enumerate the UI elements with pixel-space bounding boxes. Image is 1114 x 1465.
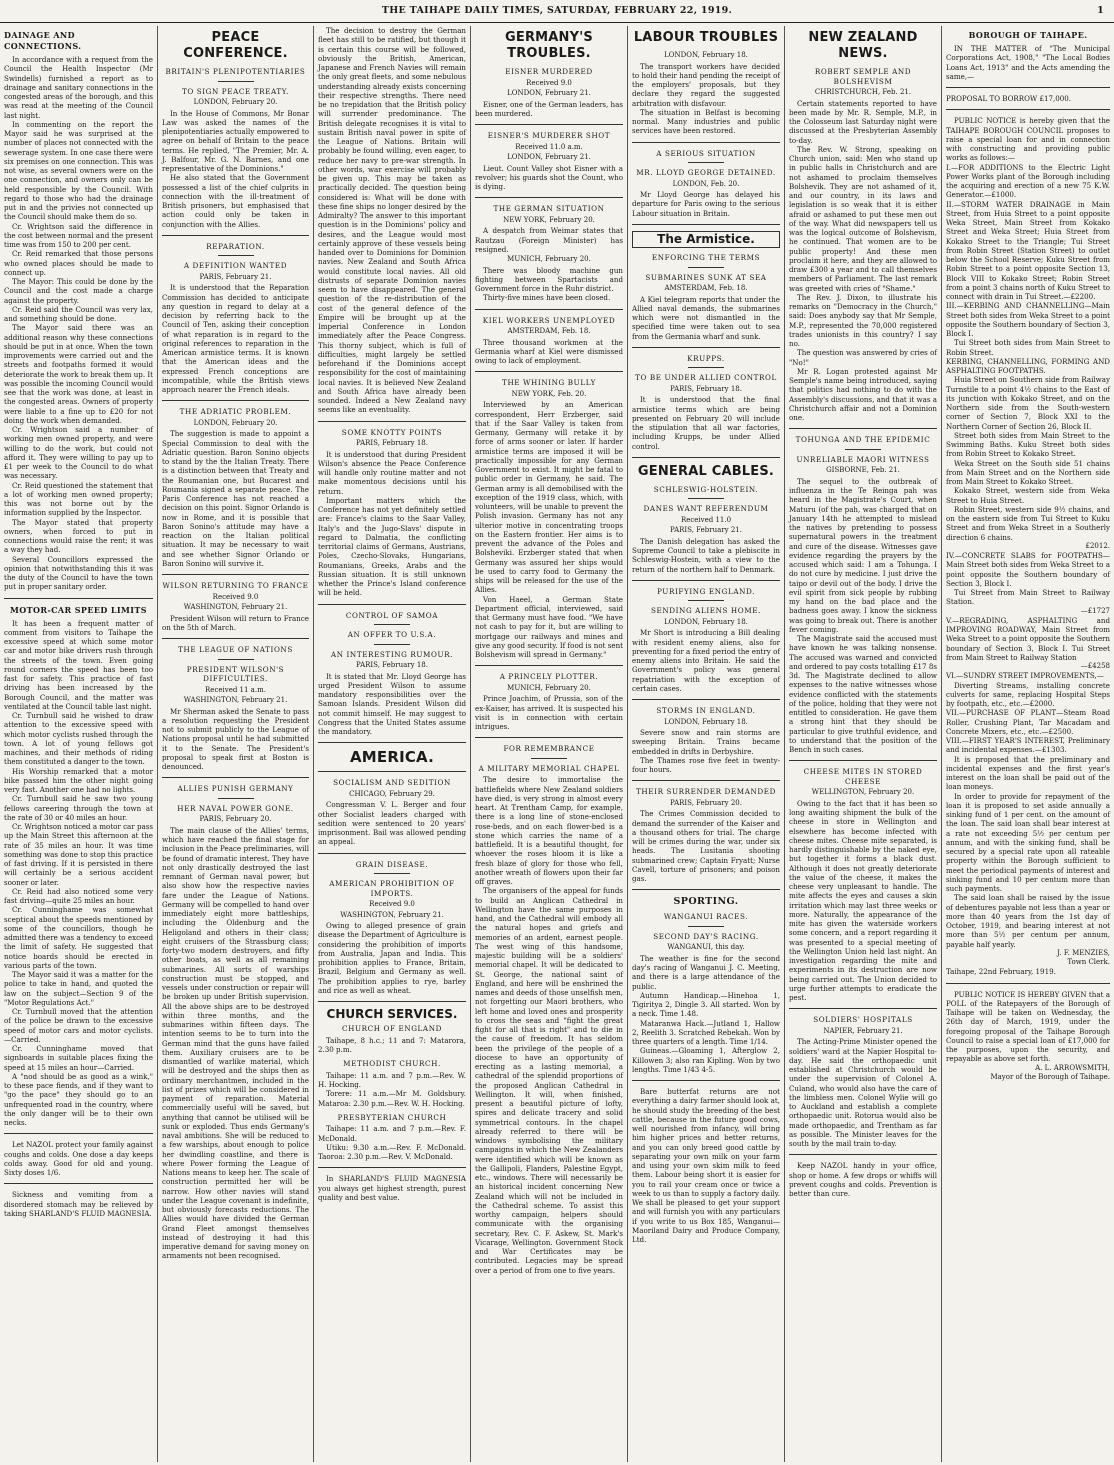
paragraph: The main clause of the Allies' terms, which have reached the final stage for inclusion in the Peace preliminaries, will be found of dramatic interest. They have not only drastically destroyed the last remnant of German naval power, but also show how the respective navies fare under the League of Nations. Germany will be compelled to hand over immediately eight more battleships, including the Oldenburg and the Heligoland and others in their class; eight cruisers of the Strassburg class; forty-two modern destroyers, and fifty other boats, as well as all remaining submarines. All sorts of warships construction must be stopped, and vessels under construction or repair will be broken up under British supervision. All the above ships are to be destroyed within three months, and the submarines within fifteen days. The intention seems to be to turn into the German mind that the guns have failed them. Auxiliary cruisers are to be dismantled of warlike material, which will be destroyed and the ships then as ordinary merchantmen, included in the list of prizes which will be considered in payment of reparation. Material commercially useful will be saved, but anything that cannot be utilised will be sunk or exploded. Thus ends Germany's naval ambitions. She will be reduced to a few warships, about enough to police her dwindling coastline, and there is where Power forming the League of Nations means to keep her. The scale of construction permitted her will be narrow. How other navies will stand under the League covenant is indefinite, but obviously forecasts reductions. The Allies would have divided the German Grand Fleet amongst themselves instead of destroying it had this imperative demand for saving money on armaments not been recognised. bbox=[162, 825, 309, 1261]
subheading: TO SIGN PEACE TREATY. bbox=[181, 86, 290, 96]
paragraph: Thirty-five mines have been closed. bbox=[483, 293, 611, 303]
paragraph: The Crimes Commission decided to demand the surrender of the Kaiser and a thousand others for trial. The charge will be crimes during the war, under six heads. The Lusitania shooting submarined crew; Captain Fryatt; Nurse Cavell, torture of prisoners; and poison gas. bbox=[632, 809, 780, 883]
divider bbox=[475, 371, 623, 372]
dateline: PARIS, February 18. bbox=[670, 384, 742, 393]
subheading: THE WHINING BULLY bbox=[502, 378, 596, 388]
paragraph: Cr. Turnbull said he wished to draw attention to the excessive speed with which motor cyclists rushed through the town. A lot of young fellows got machines, and their methods of riding them constituted a danger to the town. bbox=[4, 711, 153, 767]
divider bbox=[946, 983, 1110, 984]
subheading: SCHLESWIG-HOLSTEIN. bbox=[653, 484, 759, 494]
signature-title: Town Clerk. bbox=[1067, 958, 1110, 966]
dateline: LONDON, February 18. bbox=[664, 51, 748, 59]
paragraph: The Mayor stated that property owners, when forced to put in connections would raise the rent; it was a way they had. bbox=[4, 517, 153, 555]
paragraph: The Thames rose five feet in twenty-four hours. bbox=[632, 755, 780, 774]
dateline: WELLINGTON, February 20. bbox=[811, 788, 915, 797]
divider bbox=[789, 1154, 937, 1155]
subheading: BRITAIN'S PLENIPOTENTIARIES bbox=[165, 67, 306, 76]
paragraph: Mataranwa Hack.—Jutland 1, Hallow 2, Reelith 3. Scratched Rebekah. Won by three quarters of a length. Time 1/14. bbox=[632, 1018, 780, 1046]
received-line: Received 9.0 bbox=[212, 592, 259, 601]
section-heading: GERMANY'S TROUBLES. bbox=[505, 30, 593, 61]
dateline: GISBORNE, Feb. 21. bbox=[826, 466, 900, 475]
paragraph: In order to provide for repayment of the loan it is proposed to set aside annually a sinking fund of 1 per cent. on the amount of the loan. The said loan shall bear interest at a rate not exceeding 5½ per centum per annum, and with the sinking fund, shall be secured by a special rate upon all rateable property within the Borough sufficient to meet the periodical payments of interest and sinking fund and 10 per centum more than such payments. bbox=[946, 791, 1110, 893]
list-item: VIII.—FIRST YEAR'S INTEREST, Preliminary and incidental expenses.—£1303. bbox=[946, 736, 1110, 755]
paragraph: His Worship remarked that a motor bike passed him the other night going very fast. Another one had no lights. bbox=[4, 766, 153, 794]
list-item: Tui Street both sides from Main Street to Robin Street. bbox=[946, 338, 1110, 357]
divider bbox=[632, 224, 780, 225]
dateline: LONDON, February 20. bbox=[193, 98, 278, 106]
paragraph: Lieut. Count Valley shot Eisner with a revolver; his guards shot the Count, who is dying. bbox=[475, 163, 623, 191]
received-line: Received 9.0 bbox=[369, 900, 415, 908]
paragraph: Cr. Wrightson said the difference in the cost between normal and the present time was from 150 to 200 per cent. bbox=[4, 221, 153, 249]
list-item: I.—FOR ADDITIONS to the Electric Light Power Works plant of the Borough including the acquiring and erection of a new 75 K.W. Generator.—£1000. bbox=[946, 162, 1110, 200]
notice-heading: BOROUGH OF TAIHAPE. bbox=[968, 30, 1088, 40]
subheading: TOHUNGA AND THE EPIDEMIC bbox=[795, 435, 931, 445]
subheading: A PRINCELY PLOTTER. bbox=[499, 672, 599, 682]
divider bbox=[632, 457, 780, 458]
section-heading: NEW ZEALAND NEWS. bbox=[808, 30, 918, 61]
received-line: Received 11.0 bbox=[680, 515, 732, 524]
paragraph: Cr. Cunninghame moved that signboards in suitable places fixing the speed at 15 miles an hour—Carried. bbox=[4, 1044, 153, 1072]
divider bbox=[4, 1133, 153, 1134]
subheading: PRESIDENT WILSON'S DIFFICULTIES. bbox=[186, 664, 285, 683]
divider bbox=[162, 400, 309, 401]
paragraph: The question was answered by cries of "No!" bbox=[789, 348, 937, 367]
divider bbox=[946, 109, 1110, 110]
divider bbox=[162, 638, 309, 639]
divider bbox=[688, 600, 724, 601]
subheading: SOCIALISM AND SEDITION bbox=[333, 778, 451, 788]
paragraph: It is understood that the final armistice terms which are being presented on February 20 will include the stipulation that all war factories, including Krupps, be under Allied control. bbox=[632, 395, 780, 451]
dateline: PARIS, February 21. bbox=[670, 526, 742, 535]
divider bbox=[374, 624, 410, 625]
dateline: CHRISTCHURCH, Feb. 21. bbox=[814, 88, 912, 96]
dateline: LONDON, February 20. bbox=[193, 418, 278, 427]
paragraph: Mr Sherman asked the Senate to pass a resolution requesting the President not to submit publicly to the League of Nations proposal until he had submitted it to the Senate. The President's proposal to speak first at Boston is denounced. bbox=[162, 706, 309, 771]
page-number: 1 bbox=[1097, 5, 1104, 16]
paragraph: Mr R. Logan protested against Mr Semple's name being introduced, saying that politics had nothing to do with the Assembly's discussions, and that it was a Christchurch affair and not a Dominion one. bbox=[789, 366, 937, 422]
divider bbox=[632, 889, 780, 890]
paragraph: The Mayor: This could be done by the Council and the cost made a charge against the property. bbox=[4, 277, 153, 305]
section-heading: The Armistice. bbox=[632, 231, 780, 248]
paragraph: The Magistrate said the accused must have known he was talking nonsense. The accused was warned and convicted and ordered to pay costs totalling £17 8s 3d. The Magistrate declined to allow expenses to the native witnesses whose evidence conflicted with the statements of the police, holding that they were not entitled to consideration. He gave them a strong hint that they should be particular to give truthful evidence, and to understand that the position of the Bench in such cases. bbox=[789, 634, 937, 754]
dateline: CHICAGO, February 29. bbox=[349, 789, 435, 798]
dateline: WASHINGTON, February 21. bbox=[183, 696, 288, 704]
amount: —£1727 bbox=[1080, 606, 1110, 615]
dateline: NAPIER, February 21. bbox=[823, 1026, 903, 1035]
paragraph: Taihape, 8 h.c.; 11 and 7: Matarora, 2.30 p.m. bbox=[318, 1035, 466, 1054]
dateline: WANGANUI, this day. bbox=[667, 943, 745, 952]
paragraph: It is understood that during President Wilson's absence the Peace Conference will handle only routine matter and not make momentous decisions until his return. bbox=[318, 449, 466, 496]
paragraph: Cr. Turnbull moved that the attention of the police be drawn to the excessive speed of motor cars and motor cyclists.—Carried. bbox=[4, 1007, 153, 1044]
dateline: PARIS, February 20. bbox=[199, 815, 272, 824]
divider bbox=[632, 1080, 780, 1081]
paragraph: The Rev. W. Strong, speaking on Church union, said: Men who stand up in public halls in Christchurch and are not ashamed to proclaim themselves Bolshevik. They are not ashamed of it, and our country, in its laws and legislation is so weak that it is either afraid or ashamed to put these men out of the way. What did newspapers tell us was the logical outcome of Bolshevism, he continued. That women are to be public property! And these men proclaim it here, and they are allowed to draw £300 a year and to call themselves members of Parliament. The last remark was greeted with cries of "Shame." bbox=[789, 144, 937, 293]
dateline: PARIS, February 21. bbox=[199, 272, 272, 281]
subheading: THEIR SURRENDER DEMANDED bbox=[636, 787, 776, 797]
article-heading: MOTOR-CAR SPEED LIMITS bbox=[10, 604, 147, 615]
paragraph: Cr. Reid had also noticed some very fast driving—quite 25 miles an hour. bbox=[4, 886, 153, 905]
subheading: HER NAVAL POWER GONE. bbox=[177, 803, 294, 813]
subheading: CONTROL OF SAMOA bbox=[345, 610, 439, 620]
divider bbox=[162, 574, 309, 575]
subheading: A DEFINITION WANTED bbox=[183, 261, 288, 271]
paragraph: It has been a frequent matter of comment from visitors to Taihape the excessive speed at which some motor car and motor bike drivers rush through the streets of the town. Even going round corners the speed has been too fast for safety. This practice of fast driving has been increased by the Borough Council, and the matter was ventilated at the Council table last night. bbox=[4, 618, 153, 711]
section-heading: CHURCH SERVICES. bbox=[326, 1007, 458, 1021]
subheading: AMERICAN PROHIBITION OF IMPORTS. bbox=[329, 879, 455, 898]
paragraph: It is stated that Mr. Lloyd George has urged President Wilson to assume mandatory responsibilities over the Samoan Islands. President Wilson did not commit himself. He may suggest to Congress that the United States assume the mandatory. bbox=[318, 671, 466, 736]
subheading: WILSON RETURNING TO FRANCE bbox=[162, 581, 309, 590]
subheading: ROBERT SEMPLE AND BOLSHEVISM bbox=[814, 67, 912, 86]
paragraph: The situation in Belfast is becoming normal. Many industries and public services have been restored. bbox=[632, 107, 780, 136]
list-item: IV.—CONCRETE SLABS for FOOTPATHS—Main Street both sides from Weka Street to a point opposite the Southern boundary of Section 3, Block I. bbox=[946, 551, 1110, 588]
subheading: SECOND DAY'S RACING. bbox=[653, 931, 759, 941]
divider bbox=[374, 644, 410, 645]
list-item: V.—REGRADING, ASPHALTING and IMPROVING ROADWAY, Main Street from Weka Street to a point opposite the Southern boundary of Section 3, Block I. Tui Street from Main Street to Railway Station bbox=[946, 615, 1110, 662]
column-6 bbox=[785, 26, 941, 1462]
divider bbox=[318, 853, 466, 854]
paragraph: The sequel to the outbreak of influenza in the Te Reinga pah was heard in the Magistrate's Court, when Maturu (of the pah, was charged that on January 14th he attempted to mislead the natives by pretending to possess supernatural powers in the treatment and cure of the disease. Witnesses gave evidence regarding the prayers by the accused which said: I am a Tohunga. I do not cure by medicine. I just drive the taipo or devil out of the body. I drive the evil spirit from sick people by rubbing my hand on the bad place and the badness goes away. I know the sickness was going to break out. There is another fever coming. bbox=[789, 476, 937, 634]
paragraph: Mr Lloyd George has delayed his departure for Paris owing to the serious Labour situation in Britain. bbox=[632, 190, 780, 218]
subheading: PRESBYTERIAN CHURCH bbox=[337, 1112, 447, 1122]
dateline: WASHINGTON, February 21. bbox=[183, 603, 288, 611]
subheading: A MILITARY MEMORIAL CHAPEL bbox=[478, 763, 620, 773]
paragraph: PROPOSAL TO BORROW £17,000. bbox=[946, 94, 1072, 103]
section-heading: PEACE CONFERENCE. bbox=[183, 30, 288, 61]
divider bbox=[318, 742, 466, 743]
paragraph: In the House of Commons, Mr Bonar Law was asked the names of the plenipotentiaries actually empowered to agree on behalf of Britain to the peace terms. He replied, "The Premier, Mr. A. J. Balfour, Mr. G. N. Barnes, and one representative of the Dominions." bbox=[162, 108, 309, 173]
masthead-title: THE TAIHAPE DAILY TIMES, SATURDAY, FEBRUARY 22, 1919. bbox=[381, 5, 733, 16]
divider bbox=[4, 1183, 153, 1184]
list-item: KERBING, CHANNELLING, FORMING AND ASPHALTING FOOTPATHS. bbox=[946, 356, 1110, 375]
paragraph: Taihape: 11 a.m. and 7 p.m.—Rev. W. H. Hocking. bbox=[318, 1070, 466, 1089]
paragraph: Cr. Turnbull said he saw two young fellows careering through the town at the rate of 30 or 40 miles an hour. bbox=[4, 794, 153, 822]
divider bbox=[789, 428, 937, 429]
list-item: Street both sides from Main Street to the Swimming Baths. Kuku Street both sides from Robin Street to Kokako Street. bbox=[946, 430, 1110, 459]
subheading: SENDING ALIENS HOME. bbox=[651, 606, 761, 616]
dateline: AMSTERDAM, Feb. 18. bbox=[507, 327, 591, 335]
paragraph: The Acting-Prime Minister opened the soldiers' ward at the Napier Hospital to-day. He said the orthopaedic unit established at Christchurch would be under the supervision of Colonel A. Culand, who would also have the care of the limbless men. Colonel Wylie will go to Auckland and establish a complete orthopaedic unit. Rotorua would also be made orthopaedic, and Trentham as far as possible. The Minister leaves for the south by the mail train to-day. bbox=[789, 1037, 937, 1148]
subheading: ENFORCING THE TERMS bbox=[651, 253, 761, 262]
received-line: Received 11.0 a.m. bbox=[515, 142, 583, 151]
divider bbox=[688, 367, 724, 368]
subheading: THE ADRIATIC PROBLEM. bbox=[179, 407, 292, 417]
paragraph: Congressman V. L. Berger and four other Socialist leaders charged with sedition were sentenced to 20 years' imprisonment. Bail was allowed pending an appeal. bbox=[318, 800, 466, 847]
paragraph: A despatch from Weimar states that Rautzau (Foreign Minister) has resigned. bbox=[475, 226, 623, 254]
paragraph: The decision to destroy the German fleet has still to be ratified, but though it is certain this course will be followed, obviously the British, American, Japanese and French Navies will remain the only great fleets, and some nebulous understanding already exists concerning their respective strengths. There need be no trepidation that the British policy will surrender predominance. The British delegate recognises it is vital to sustain British naval power in spite of the League of Nations. Britain will probably be found willing, even eager, to reduce her navy to pre-war strength. In other words, war exercise will probably be given up. This may be taken as practically decided. The question being considered is: What will be done with these fine ships no longer desired by the Admiralty? The answer to this important question is in the Dominions' policy and desires, and the League would most certainly approve of these vessels being handed over to Dominions for Dominion navies. New Zealand and South Africa would constitute local navies. All old distrusts of separate Dominion navies seem to have disappeared. The general question of the re-distribution of the cost of the general defence of the Empire will be brought up at the Imperial Conference in London immediately after the Peace Congress. This thorny subject, which is full of difficulties, might largely be settled beforehand if the Dominions accept responsibility for the cost of maintaining local navies. It is believed New Zealand and South Africa have already been sounded. Indeed a New Zealand navy seems like an eventuality. bbox=[318, 26, 466, 415]
divider bbox=[318, 604, 466, 605]
subheading: EISNER MURDERED bbox=[505, 67, 593, 76]
list-item: VII.—PURCHASE OF PLANT—Steam Road Roller, Crushing Plant, Tar Macadam and Concrete Mixers, etc., etc.—£2500. bbox=[946, 708, 1110, 736]
list-item: II.—STORM WATER DRAINAGE in Main Street, from Huia Street to a point opposite Weka Street, Main Street from Kokako Street and Weka Street; Huia Street from Kokako Street to the Triangle; Tui Street from Robin Street (Station Street) to outlet below the School Reserve; Kuku Street from Robin Street to a point opposite Section 13, Block VIII to Kokako Street; Robin Street from a point 3 chains north of Kuku Street to connect with drain in Tui Street.—£2200. bbox=[946, 199, 1110, 301]
paragraph: Owing to alleged presence of grain disease the Department of Agriculture is considering the prohibition of imports from Australia, Japan and India. This prohibition applies to France, Britain, Brazil, Belgium and Germany as well. The prohibition applies to rye, barley and rice as well as wheat. bbox=[318, 921, 466, 995]
advertisement: Let NAZOL protect your family against coughs and colds. One dose a day keeps colds away. Good for old and young. Sixty doses 1/6. bbox=[4, 1140, 153, 1177]
divider bbox=[218, 798, 254, 799]
dateline: AMSTERDAM, Feb. 18. bbox=[664, 284, 748, 292]
list-item: Tui Street from Main Street to Railway Station. bbox=[946, 588, 1110, 607]
advertisement: Bare butterfat returns are not everything a dairy farmer should look at, he should study the breeding of the best cattle, because in the future good cows, well nourished from infancy, will bring him higher prices and better returns, and you can only breed good cattle by separating your own milk on your farm and using your own skim milk to feed them. Labour being short it is easier for you to rail your cream once or twice a week to us than to supply a factory daily. We shall be pleased to get your support and will furnish you with any particulars if you write to us Box 185, Wanganui—Maoriland Dairy and Produce Company, Ltd. bbox=[632, 1087, 780, 1244]
paragraph: Autumn Handicap.—Hinehoa 1, Tigiritya 2, Dingle 3. All started. Won by a neck. Time 1.48. bbox=[632, 990, 780, 1019]
divider bbox=[475, 309, 623, 310]
list-item: Diverting Streams, installing concrete culverts for same, replacing Hospital Steps by footpath, etc., etc.—£2000. bbox=[946, 680, 1110, 708]
date-line: Taihape, 22nd February, 1919. bbox=[946, 967, 1056, 977]
dateline: MUNICH, February 20. bbox=[507, 255, 591, 263]
paragraph: President Wilson will return to France on the 5th of March. bbox=[162, 613, 309, 632]
list-item: VI.—SUNDRY STREET IMPROVEMENTS,— bbox=[946, 671, 1104, 681]
paragraph: Cr. Wrightson noticed a motor car pass up the Main Street this afternoon at the rate of 35 miles an hour. It was time something was done to stop this practice of fast driving. If it is persisted in there will certainly be a serious accident sooner or later. bbox=[4, 822, 153, 887]
divider bbox=[688, 926, 724, 927]
divider bbox=[374, 873, 410, 874]
paragraph: Eisner, one of the German leaders, has been murdered. bbox=[475, 99, 623, 118]
subheading: SUBMARINES SUNK AT SEA bbox=[645, 272, 767, 282]
advertisement: Sickness and vomiting from a disordered stomach may be relieved by taking SHARLAND'S FLUID MAGNESIA. bbox=[4, 1190, 153, 1218]
paragraph: A "nod should be as good as a wink," to these pace fiends, and if they want to "go the pace" they should go to an unfrequented road in the country, where the only danger will be to their own necks. bbox=[4, 1071, 153, 1127]
paragraph: Taihape: 11 a.m. and 7 p.m.—Rev. F. McDonald. bbox=[318, 1124, 466, 1143]
dateline: NEW YORK, February 20. bbox=[503, 215, 595, 224]
subheading: PURIFYING ENGLAND. bbox=[656, 586, 756, 596]
divider bbox=[632, 347, 780, 348]
paragraph: A Kiel telegram reports that under the Allied naval demands, the submarines which were not dismantled in the specified time were taken out to sea from the Germania wharf and sunk. bbox=[632, 294, 780, 341]
divider bbox=[632, 580, 780, 581]
divider bbox=[218, 659, 254, 660]
masthead bbox=[0, 0, 1114, 23]
divider bbox=[475, 665, 623, 666]
subheading: ALLIES PUNISH GERMANY bbox=[177, 784, 294, 794]
dateline: WASHINGTON, February 21. bbox=[340, 910, 444, 919]
paragraph: In commenting on the report the Mayor said he was surprised at the number of places not connected with the sewerage system. In one case there were six premises on one connection. This was not wise, as several owners were on the one connection, and owners only can be held responsible by the Council. With regard to those who had the drainage put in and the privies not connected up the Council should make them do so. bbox=[4, 119, 153, 222]
subheading: DANES WANT REFERENDUM bbox=[643, 504, 769, 514]
divider bbox=[4, 598, 153, 599]
subheading: CHURCH OF ENGLAND bbox=[342, 1024, 442, 1034]
subheading: THE GERMAN SITUATION bbox=[493, 204, 605, 214]
subheading: FOR REMEMBRANCE bbox=[503, 744, 595, 754]
paragraph: Torere: 11 a.m.—Mr M. Goldsbury. Mataroa: 2.30 p.m.—Rev. W. H. Hocking. bbox=[318, 1089, 466, 1108]
subheading: REPARATION. bbox=[206, 241, 265, 251]
dateline: PARIS, February 18. bbox=[356, 439, 428, 447]
divider bbox=[475, 737, 623, 738]
paragraph: There was bloody machine gun fighting between Spartacists and Government force in the Ruhr district. bbox=[475, 265, 623, 293]
subheading: EISNER'S MURDERER SHOT bbox=[487, 131, 611, 140]
paragraph: Certain statements reported to have been made by Mr. R. Semple, M.P., in the Colosseum last Saturday night were discussed at the Presbyterian Assembly to-day. bbox=[789, 98, 937, 145]
paragraph: The desire to immortalise the battlefields where New Zealand soldiers have died, is very strong in almost every heart. At Trentham Camp, for example, there is a long line of stone-enclosed rose-beds, and on each flower-bed is a stone which carries the name of a battlefield. It is a beautiful thought, for whoever the roses bloom it is like a fresh blaze of glory for those who fell, another wreath of flowers upon their far off graves. bbox=[475, 775, 623, 886]
paragraph: The Mayor said there was an additional reason why these connections should be put in at once. When the town improvements were carried out and the streets and footpaths formed it would deteriorate the work to break them up. It was possible the incoming Council would see that the work was done, at least in the congested areas. Owners of property were liable to a fine up to £20 for not doing the work when demanded. bbox=[4, 323, 153, 425]
divider bbox=[162, 777, 309, 778]
paragraph: The weather is fine for the second day's racing of Wanganui J. C. Meeting, and there is a large attendance of the public. bbox=[632, 953, 780, 991]
section-heading: LABOUR TROUBLES bbox=[633, 30, 779, 45]
list-item: Robin Street, western side 9½ chains, and on the eastern side from Tui Street to Kuku Street and from Weka Street in a Southerly direction 6 chains. bbox=[946, 504, 1110, 542]
paragraph: Cr. Reid said the Council was very lax, and something should be done. bbox=[4, 304, 153, 323]
paragraph: PUBLIC NOTICE is hereby given that the TAIHAPE BOROUGH COUNCIL proposes to raise a special loan for and in connection with constructing and providing public works as follows:— bbox=[946, 116, 1110, 163]
article-heading: DAINAGE AND CONNECTIONS. bbox=[4, 30, 82, 51]
advertisement: In SHARLAND'S FLUID MAGNESIA you always get highest strength, purest quality and best value. bbox=[318, 1174, 466, 1202]
paragraph: Interviewed by an American correspondent, Herr Erzberger, said that if the Saar Valley is taken from Germany, Germany will retake it by force of arms sooner or later. If harder armistice terms are imposed it will be practically impossible for any German Government to exist. It might be fatal to public order in Germany, he said. The German army is all demobilised with the exception of the 1919 class, which, with volunteers, will be unable to prevent the Polish invasion. Germany has not any ulterior motive in concentrating troops on the Eastern frontier. Her aims is to prevent the advance of the Poles and Bolsheviki. Erzberger stated that when Germany was assured her ships would be used to carry food to Germany the ships will be released for the use of the Allies. bbox=[475, 400, 623, 595]
divider bbox=[318, 421, 466, 422]
paragraph: It is proposed that the preliminary and incidental expenses and the first year's interest on the loan shall be paid out of the loan moneys. bbox=[946, 754, 1110, 792]
paragraph: Owing to the fact that it has been so long awaiting shipment the bulk of the cheese in store in Wellington and elsewhere has become infected with cheese mites. Cheese mite separated, is hardly distinguishable by the naked eye, but together it forms a black dust. Although it does not greatly deteriorate the value of the cheese, it makes the cheese very unpleasant to handle. The mite affects the eyes and causes a skin irritation which may last three weeks or more. Naturally, the appearance of the mite has given the waterside workers some concern, and a report regarding it was presented to a special meeting of the Wellington Union held last night. An investigation regarding the mite and experiments in its destruction are now being carried out. The Union decided to urge further attempts to eradicate the pest. bbox=[789, 798, 937, 1002]
signature: J. F. MENZIES, bbox=[1057, 948, 1110, 957]
divider bbox=[688, 162, 724, 163]
divider bbox=[789, 760, 937, 761]
subheading: SOLDIERS' HOSPITALS bbox=[813, 1015, 913, 1025]
subheading: CHEESE MITES IN STORED CHEESE bbox=[803, 767, 923, 786]
subheading: KIEL WORKERS UNEMPLOYED bbox=[482, 315, 616, 325]
section-heading: SPORTING. bbox=[673, 896, 739, 908]
subheading: KRUPPS. bbox=[687, 353, 725, 363]
amount: —£4258 bbox=[1080, 662, 1110, 670]
advertisement: Keep NAZOL handy in your office, shop or home. A few drops or whiffs will prevent coughs and colds. Prevention is better than cure. bbox=[789, 1161, 937, 1198]
signature-title: Mayor of the Borough of Taihape. bbox=[990, 1072, 1110, 1081]
paragraph: Guineas.—Gloaming 1, Afterglow 2, Killowen 3; also ran Kipling. Won by two lengths. Time 1/43 4-5. bbox=[632, 1046, 780, 1074]
divider bbox=[632, 142, 780, 143]
divider bbox=[318, 1001, 466, 1002]
column-3 bbox=[314, 26, 470, 1462]
paragraph: The transport workers have decided to hold their hand pending the receipt of the employers' proposals, but they declare they regard the suggested arbitration with disfavour. bbox=[632, 61, 780, 108]
divider bbox=[845, 449, 881, 450]
column-1 bbox=[0, 26, 157, 1462]
list-item: III.—KERBING AND CHANNELLING—Main Street both sides from Weka Street to a point opposite the Southern boundary of Section 3, Block I. bbox=[946, 301, 1110, 338]
section-heading: AMERICA. bbox=[349, 748, 435, 767]
paragraph: It is understood that the Reparation Commission has decided to anticipate any question in regard to delay at a decision by referring back to the Council of Ten, asking their conception of what reparation is in regard to the original references to reparation in the American armistice terms. It is known that the American ideas and the expressed French conceptions are incompatible, while the British views approach nearer the French ideals. bbox=[162, 283, 309, 394]
section-heading: GENERAL CABLES. bbox=[637, 463, 775, 479]
paragraph: Cr. Cunninghame was somewhat sceptical about the speeds mentioned by some of the councillors, though he admitted there was a tendency to exceed the limit of safety. He suggested that notice boards should be erected in various parts of the town. bbox=[4, 905, 153, 970]
dateline: PARIS, February 20. bbox=[670, 798, 742, 807]
paragraph: PUBLIC NOTICE IS HEREBY GIVEN that a POLL of the Ratepayers of the Borough of Taihape will be taken on Wednesday, the 26th day of March, 1919, under the foregoing proposal of the Taihape Borough Council to raise a special loan of £17,000 for the purposes, upon the security, and repayable as above set forth. bbox=[946, 989, 1110, 1064]
paragraph: The suggestion is made to appoint a Special Commission to deal with the Adriatic question. Baron Sonino objects to stand by the the Italian Treaty. There is a distinction between that Treaty and the Roumanian one, but Bucarest and Roumania signed a separate peace. The Paris Conference has not reached a decision on this point. Signor Orlando is now in Rome, and it is possible that Baron Sonino's attitude may have a reaction on the Italian political situation. It may be necessary to wait and see whether Signor Orlando or Baron Sonino will survive it. bbox=[162, 429, 309, 568]
subheading: AN OFFER TO U.S.A. bbox=[347, 630, 437, 639]
dateline: LONDON, February 18. bbox=[664, 717, 748, 726]
paragraph: Cr. Wrightson said a number of working men owned property, and were willing to do the work, but could not afford it. They were willing to pay up to £1 per week to the Council to do what was necessary. bbox=[4, 425, 153, 481]
paragraph: Several Councillors expressed the opinion that notwithstanding this it was the duty of the Council to have the town put in proper sanitary order. bbox=[4, 554, 153, 592]
subheading: A SERIOUS SITUATION bbox=[656, 148, 756, 158]
dateline: LONDON, February 18. bbox=[664, 617, 748, 626]
subheading: AN INTERESTING RUMOUR. bbox=[330, 649, 454, 659]
signature: A. L. ARROWSMITH, bbox=[1035, 1063, 1110, 1072]
paragraph: In accordance with a request from the Council the Health Inspector (Mr Swindells) furnished a report as to drainage and sanitary connections in the congested areas of the borough, and this was read at the meeting of the Council last night. bbox=[4, 55, 153, 120]
paragraph: Cr. Reid questioned the statement that a lot of working men owned property; this was not borne out by the information supplied by the Inspector. bbox=[4, 480, 153, 518]
subheading: GRAIN DISEASE. bbox=[355, 859, 429, 869]
subheading: METHODIST CHURCH. bbox=[343, 1059, 441, 1069]
list-item: Kokako Street, western side from Weka Street to Huia Street. bbox=[946, 486, 1110, 505]
dateline: NEW YORK, Feb. 20. bbox=[511, 389, 587, 398]
divider bbox=[162, 235, 309, 236]
list-item: Weka Street on the South side 51 chains from Main Street and on the Northern side from Main Street to Kokako Street. bbox=[946, 458, 1110, 486]
divider bbox=[218, 255, 254, 256]
subheading: MR. LLOYD GEORGE DETAINED. bbox=[636, 168, 776, 177]
paragraph: Mr Short is introducing a Bill dealing with resident enemy aliens, also for preventing for a fixed period the entry of enemy aliens into Britain. He said the Government's policy was general repatriation with the exception of certain cases. bbox=[632, 628, 780, 693]
dateline: PARIS, February 18. bbox=[356, 661, 428, 669]
subheading: THE LEAGUE OF NATIONS bbox=[178, 645, 293, 654]
divider bbox=[632, 780, 780, 781]
column-4 bbox=[471, 26, 627, 1462]
divider bbox=[318, 1167, 466, 1168]
dateline: LONDON, February 21. bbox=[507, 89, 591, 97]
subheading: TO BE UNDER ALLIED CONTROL bbox=[635, 373, 777, 383]
paragraph: The said loan shall be raised by the issue of debentures payable not less than a year or more than 40 years from the 1st day of October, 1919, and bearing interest at not more than 5½ per centum per annum, payable half yearly. bbox=[946, 893, 1110, 949]
paragraph: The Rev. J. Dixon, to illustrate his remarks on "Democracy in the Church," said: Does anybody say that Mr Semple, M.P., represented the 70,000 registered trades unionists in this country? I say no. bbox=[789, 292, 937, 348]
paragraph: He also stated that the Government possessed a list of the chief culprits in connection with the ill-treatment of British prisoners, but emphasised that action could only be taken in conjunction with the Allies. bbox=[162, 173, 309, 229]
column-2 bbox=[158, 26, 313, 1462]
divider bbox=[475, 197, 623, 198]
paragraph: Important matters which the Conference has not yet definitely settled are: France's claims to the Saar Valley, Italy's and the Jugo-Slavs' dispute in regard to Dalmatia, the conflicting territorial claims of Germans, Austrians, Poles, Czecho-Slovaks, Hungarians, Roumanians, Greeks, Arabs and the Russian situation. It is still unknown whether the Prince's Island conference will be held. bbox=[318, 495, 466, 598]
paragraph: Severe snow and rain storms are sweeping Britain. Trains became embedded in drifts in Derbyshire. bbox=[632, 728, 780, 756]
paragraph: The Danish delegation has asked the Supreme Council to take a plebiscite in Schleswig-Hostein, with a view to the return of the northern half to Denmark. bbox=[632, 536, 780, 574]
divider bbox=[946, 87, 1110, 88]
divider bbox=[218, 81, 254, 82]
divider bbox=[475, 124, 623, 125]
divider bbox=[632, 699, 780, 700]
paragraph: Prince Joachim, of Prussia, son of the ex-Kaiser, has arrived. It is suspected his visit is in connection with certain intrigues. bbox=[475, 694, 623, 731]
paragraph: The Mayor said it was a matter for the police to take in hand, and quoted the law on the subject—Section 9 of the "Motor Regulations Act." bbox=[4, 970, 153, 1007]
subheading: WANGANUI RACES. bbox=[663, 912, 749, 922]
paragraph: Three thousand workmen at the Germania wharf at Kiel were dismissed owing to lack of employment. bbox=[475, 337, 623, 365]
subheading: STORMS IN ENGLAND. bbox=[656, 706, 756, 715]
subheading: UNRELIABLE MAORI WITNESS bbox=[796, 454, 930, 464]
dateline: LONDON, Feb. 20. bbox=[672, 179, 740, 188]
received-line: Received 11 a.m. bbox=[205, 685, 266, 694]
dateline: LONDON, February 21. bbox=[507, 153, 591, 161]
divider bbox=[688, 267, 724, 268]
divider bbox=[531, 758, 567, 759]
divider bbox=[318, 771, 466, 772]
paragraph: The organisers of the appeal for funds to build an Anglican Cathedral in Wellington have the same purposes in hand, and the Cathedral will embody all the natural hopes and griefs and memories of an ardent, earnest people. The west wing of this handsome, majestic building will be a soldiers' memorial chapel. It will be dedicated to St. George, the national saint of England, and here will be enshrined the names and deeds of those unselfish men, not forgetting our Maori brothers, who left home and loved ones and prosperity to cross the seas and "fight the great fight for all that is right" and to die in the cause of freedom. It has seldom been the privilege of the people of a diocese to have an opportunity of erecting as a lasting memorial, a cathedral of the splendid proportions of the proposed Anglican Cathedral in Wellington. It will, when finished, present a beautiful picture of lofty, spires and delicate tracery and solid symmetrical contours. In the chapel already referred to there will be windows symbolising the military campaigns in which the New Zealanders were identified which will be known as the Gallipoli, Flanders, Palestine Egypt, etc., windows. There will necessarily be an historical incident concerning New Zealand which will not be included in the Cathedral scheme. To assist this worthy campaign, helpers should communicate with the organising secretary, Rev. C. F. Askew, St. Mark's Vicarage, Wellington. Government Stock and War Certificates may be contributed. Legacies may be spread over a period of from one to five years. bbox=[475, 886, 623, 1275]
paragraph: Utiku: 9.30 a.m.—Rev. F. McDonald. Taoroa: 2.30 p.m.—Rev. V. McDonald. bbox=[318, 1142, 466, 1161]
dateline: MUNICH, February 20. bbox=[507, 683, 591, 692]
paragraph: IN THE MATTER of "The Municipal Corporations Act, 1908," "The Local Bodies Loans Act, 1913" and the Acts amending the same,— bbox=[946, 44, 1110, 81]
paragraph: Von Haeel, a German State Department official, interviewed, said that Germany must have food. "We have not cash to pay for it, but are willing to mortgage our railways and mines and give any good security. If food is not sent Bolshevism will spread in Germany." bbox=[475, 594, 623, 659]
received-line: Received 9.0 bbox=[526, 78, 572, 87]
list-item: Huia Street on Southern side from Railway Turnstile to a point 4½ chains to the East of its junction with Kokako Street, and on the Northern side from the South-western corner of Section 7, Block XXI to the Northern Corner of Section 26, Block II. bbox=[946, 375, 1110, 431]
column-5 bbox=[628, 26, 784, 1462]
paragraph: Cr. Reid remarked that those persons who owned places should be made to connect up. bbox=[4, 249, 153, 277]
amount: £2012. bbox=[1085, 541, 1110, 550]
column-7 bbox=[942, 26, 1114, 1462]
subheading: SOME KNOTTY POINTS bbox=[341, 427, 443, 437]
divider bbox=[789, 1008, 937, 1009]
divider bbox=[688, 498, 724, 499]
